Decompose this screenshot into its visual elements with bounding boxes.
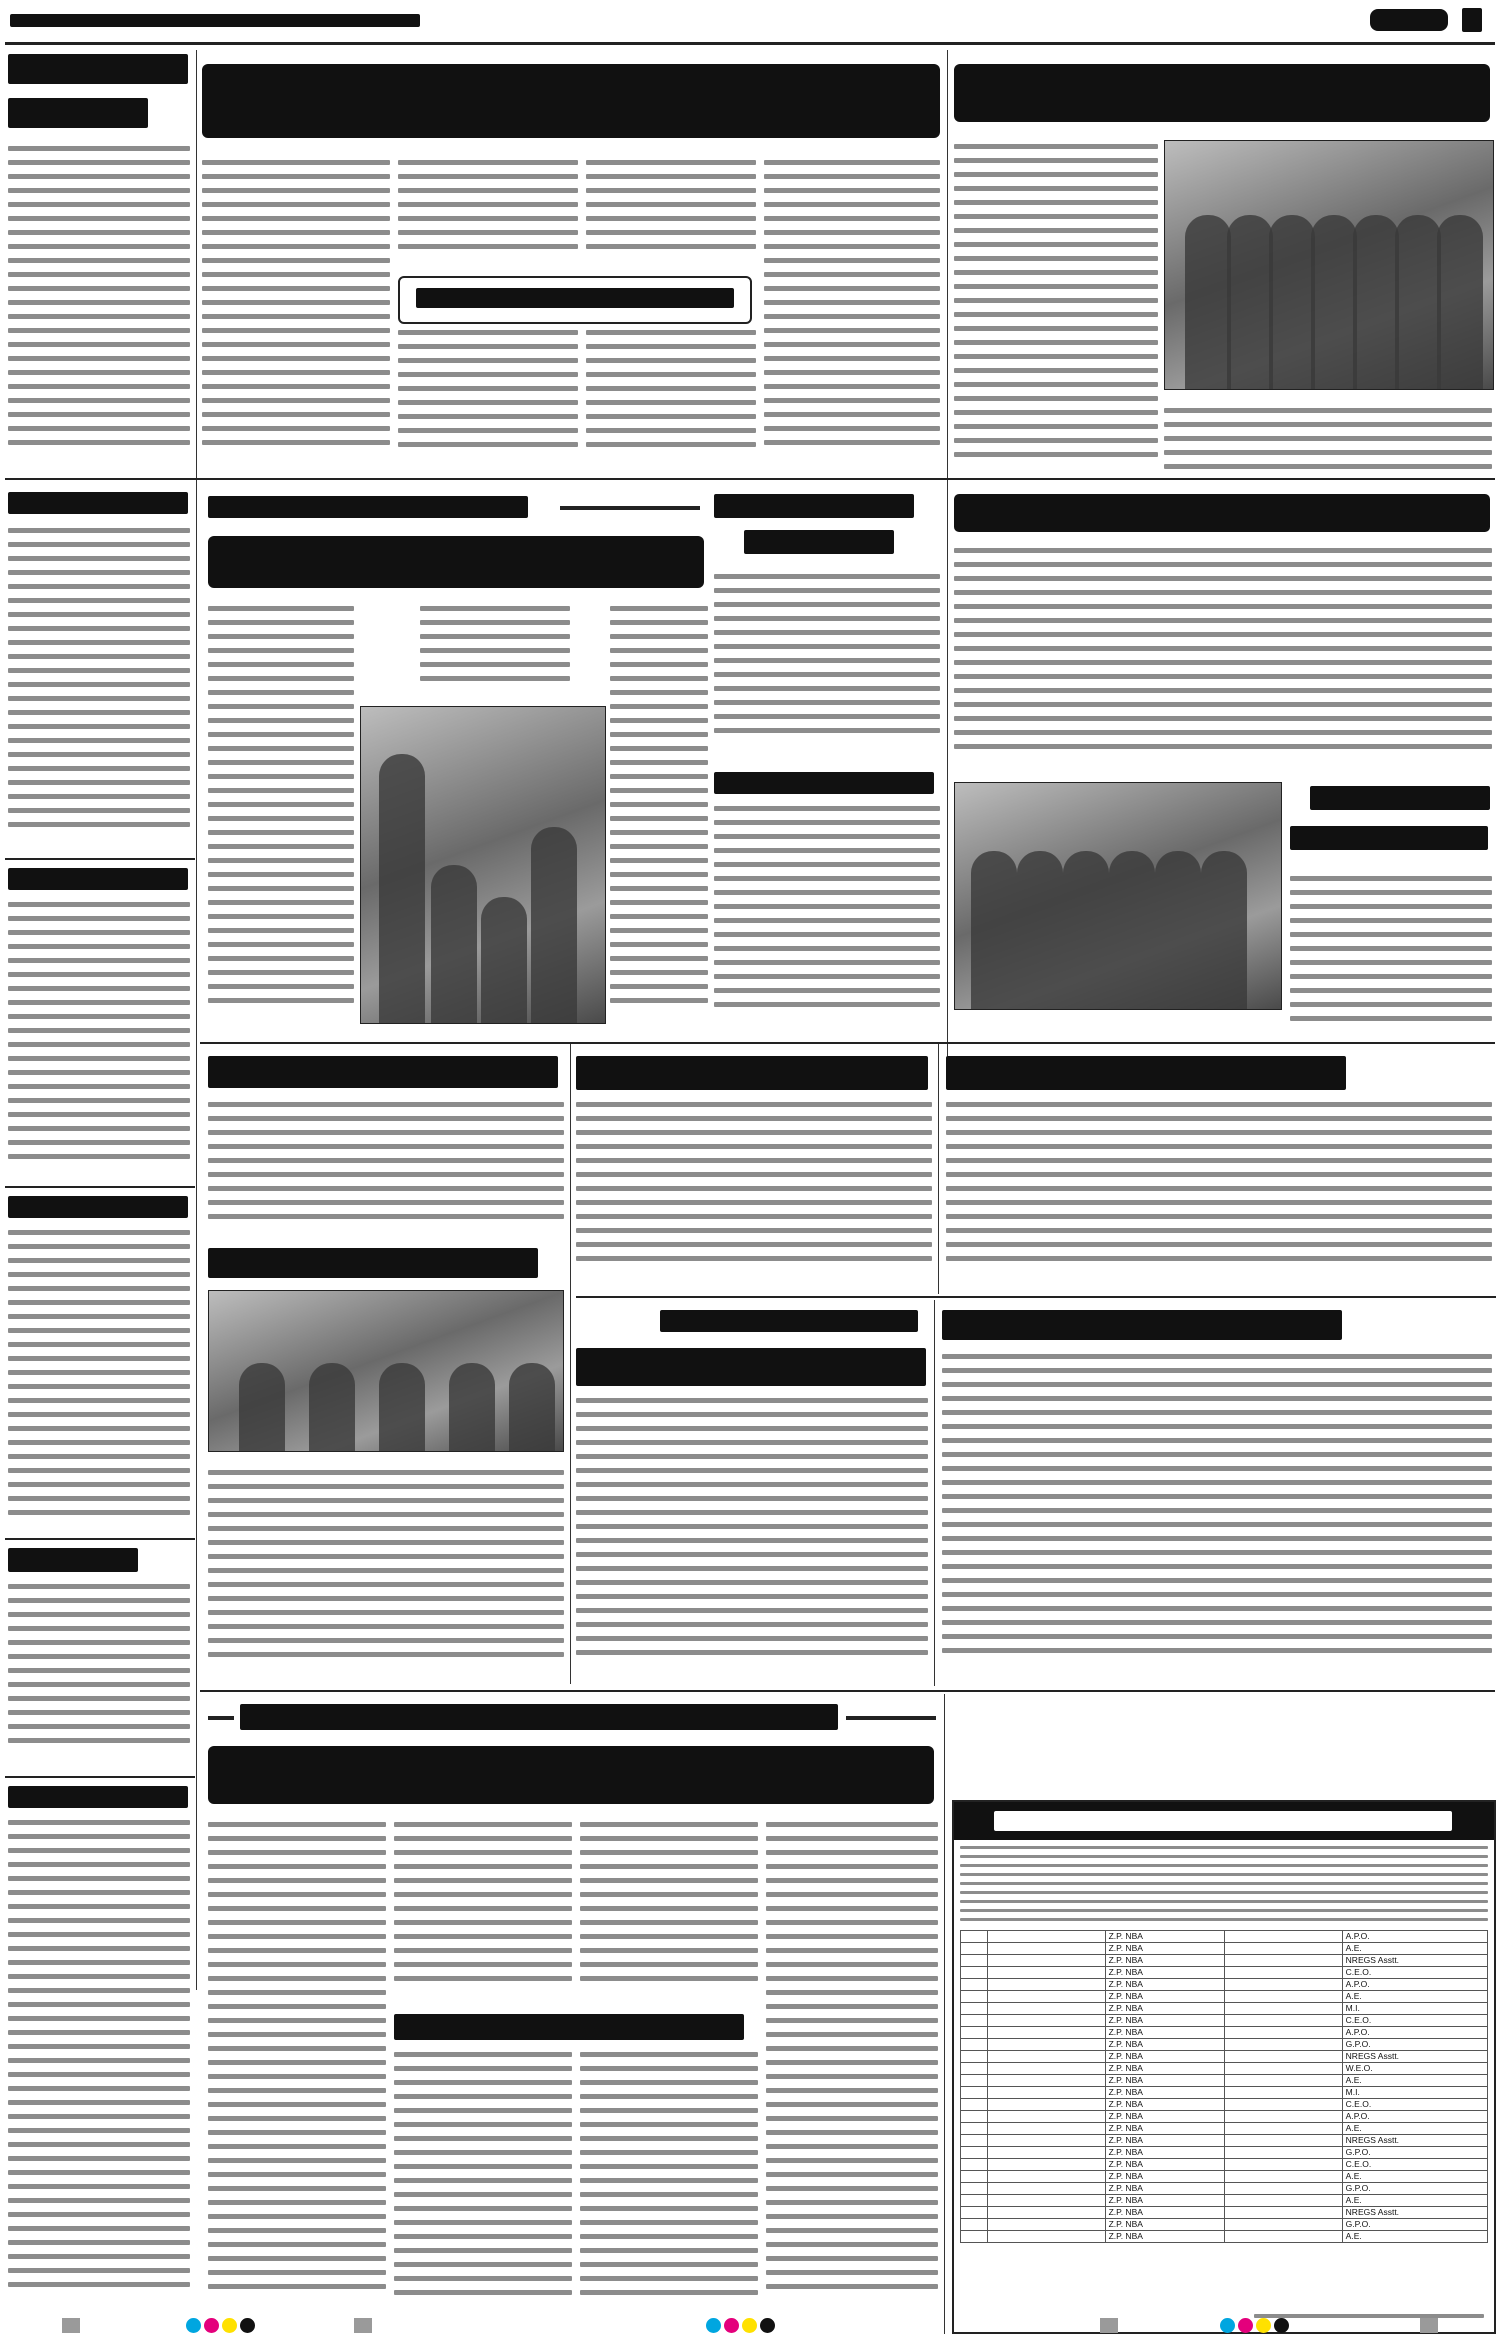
tender-row (961, 2027, 1488, 2039)
section-rule (200, 1690, 1495, 1692)
tender-row (961, 2051, 1488, 2063)
tender-cell-place (988, 1967, 1105, 1979)
column-rule (196, 50, 197, 1990)
tender-cell-designation: Z.P. NBA (1105, 2219, 1225, 2231)
tender-cell-serial (961, 2195, 988, 2207)
tender-cell-serial (961, 2087, 988, 2099)
registration-mark-black (240, 2318, 255, 2333)
lead-article-col2 (398, 160, 578, 270)
tender-cell-post: C.E.O. (1342, 1967, 1487, 1979)
farmer-suicide-article-col1 (208, 606, 354, 1030)
section-rule (5, 858, 195, 860)
tender-cell-place (988, 2027, 1105, 2039)
registration-mark-magenta (724, 2318, 739, 2333)
section-rule (5, 1776, 195, 1778)
tender-cell-serial (961, 2075, 988, 2087)
tender-cell-status (1225, 2015, 1342, 2027)
tender-cell-place (988, 2075, 1105, 2087)
tender-cell-post: G.P.O. (1342, 2183, 1487, 2195)
tender-cell-status (1225, 2219, 1342, 2231)
tender-cell-serial (961, 2207, 988, 2219)
section-rule (5, 1538, 195, 1540)
rti-medical-article (576, 1102, 932, 1290)
tender-cell-serial (961, 2135, 988, 2147)
tender-cell-serial (961, 2171, 988, 2183)
tender-cell-place (988, 2099, 1105, 2111)
tender-row (961, 1979, 1488, 1991)
tender-cell-status (1225, 2063, 1342, 2075)
tender-cell-post: A.P.O. (1342, 2027, 1487, 2039)
tender-cell-serial (961, 2111, 988, 2123)
footer-grey-mark (1420, 2318, 1438, 2333)
footer-grey-mark (354, 2318, 372, 2333)
tender-cell-place (988, 2111, 1105, 2123)
tender-cell-status (1225, 2111, 1342, 2123)
tender-cell-status (1225, 2051, 1342, 2063)
lead-article-col2b (398, 330, 578, 462)
ncc-rally-photo (208, 1290, 564, 1452)
registration-mark-yellow (1256, 2318, 1271, 2333)
tender-cell-designation: Z.P. NBA (1105, 1943, 1225, 1955)
gopalpur-headline (8, 488, 190, 518)
tender-cell-designation: Z.P. NBA (1105, 2111, 1225, 2123)
tender-cell-place (988, 2195, 1105, 2207)
tender-cell-status (1225, 2159, 1342, 2171)
tender-cell-post: A.E. (1342, 2075, 1487, 2087)
tender-cell-status (1225, 2231, 1342, 2243)
tender-cell-post: C.E.O. (1342, 2099, 1487, 2111)
tender-cell-post: C.E.O. (1342, 2159, 1487, 2171)
tender-cell-serial (961, 2039, 988, 2051)
lead-article-col1 (202, 160, 390, 462)
forest-staff-black-badge-subhead (1290, 782, 1492, 864)
old-man-injured-accident-headline (714, 768, 940, 798)
lead-article-col4 (764, 160, 940, 462)
tender-cell-post: A.E. (1342, 2123, 1487, 2135)
newspaper-logo-icon (1370, 5, 1448, 35)
registration-mark-black (1274, 2318, 1289, 2333)
farmer-family-photo (360, 706, 606, 1024)
tender-cell-post: A.E. (1342, 2195, 1487, 2207)
tender-cell-post: M.I. (1342, 2087, 1487, 2099)
tender-cell-place (988, 2183, 1105, 2195)
tender-row (961, 2015, 1488, 2027)
dateline (10, 8, 420, 34)
tender-cell-designation: Z.P. NBA (1105, 2159, 1225, 2171)
tender-row (961, 2159, 1488, 2171)
tender-row (961, 2231, 1488, 2243)
tender-row (961, 2207, 1488, 2219)
tender-cell-serial (961, 2231, 988, 2243)
tender-cell-status (1225, 2147, 1342, 2159)
registration-mark-cyan (706, 2318, 721, 2333)
tender-cell-place (988, 1931, 1105, 1943)
tender-cell-designation: Z.P. NBA (1105, 2027, 1225, 2039)
tender-cell-post: M.I. (1342, 2003, 1487, 2015)
rajiv-gandhi-khel-abhiyan-article (942, 1354, 1492, 1682)
column-rule (934, 1300, 935, 1686)
tender-cell-status (1225, 2123, 1342, 2135)
odisha-new-employee-headline (8, 1782, 190, 1812)
ncc-day-celebrated-headline (208, 1244, 564, 1284)
tender-cell-place (988, 2039, 1105, 2051)
tender-cell-designation: Z.P. NBA (1105, 2123, 1225, 2135)
footer-grey-mark (62, 2318, 80, 2333)
tender-cell-designation: Z.P. NBA (1105, 2135, 1225, 2147)
tender-cell-serial (961, 1955, 988, 1967)
farmers-demand-article-col3b (580, 2052, 758, 2330)
farmers-demand-article-col1 (208, 1822, 386, 2330)
tender-row (961, 2063, 1488, 2075)
dharna-before-rdc-office-headline (576, 1344, 928, 1390)
tender-cell-designation: Z.P. NBA (1105, 2147, 1225, 2159)
farmer-suicide-kicker (208, 490, 558, 524)
tender-row (961, 1991, 1488, 2003)
liquor-seized-headline (8, 1544, 190, 1576)
tender-cell-place (988, 2051, 1105, 2063)
registration-mark-yellow (742, 2318, 757, 2333)
lead-article-col3 (586, 160, 756, 270)
tender-row (961, 2003, 1488, 2015)
tender-cell-designation: Z.P. NBA (1105, 2099, 1225, 2111)
tender-cell-place (988, 2135, 1105, 2147)
forest-staff-protest-photo (954, 782, 1282, 1010)
congress-delegation-meets-family-headline (208, 530, 708, 596)
tender-cell-designation: Z.P. NBA (1105, 2207, 1225, 2219)
tender-cell-serial (961, 2051, 988, 2063)
tender-cell-serial (961, 1991, 988, 2003)
district-camp-article (208, 1102, 564, 1232)
tender-row (961, 2219, 1488, 2231)
tender-cell-designation: Z.P. NBA (1105, 2063, 1225, 2075)
farmers-demand-article-col4 (766, 1822, 938, 2330)
tender-cell-status (1225, 1943, 1342, 1955)
kicker-rule (560, 506, 700, 510)
forest-staff-black-badge-article (954, 144, 1158, 474)
tender-cell-status (1225, 2027, 1342, 2039)
tender-cell-place (988, 2147, 1105, 2159)
tender-cell-designation: Z.P. NBA (1105, 2195, 1225, 2207)
tender-cell-designation: Z.P. NBA (1105, 1955, 1225, 1967)
tender-cell-serial (961, 2003, 988, 2015)
forest-staff-black-badge-subarticle (1290, 876, 1492, 1034)
tender-cell-place (988, 2015, 1105, 2027)
ryot-mahasabha-meeting-kicker (660, 1306, 920, 1336)
tender-row (961, 2171, 1488, 2183)
section-rule (200, 1042, 1495, 1044)
tender-cell-post: A.P.O. (1342, 2111, 1487, 2123)
tender-row (961, 2135, 1488, 2147)
section-rule (5, 1186, 195, 1188)
tender-cell-post: W.E.O. (1342, 2063, 1487, 2075)
masthead-rule (5, 42, 1495, 45)
tender-cell-post: A.E. (1342, 2231, 1487, 2243)
forest-staff-office-photo (1164, 140, 1494, 390)
tender-cell-status (1225, 2183, 1342, 2195)
tender-row (961, 2087, 1488, 2099)
tender-cell-post: G.P.O. (1342, 2219, 1487, 2231)
tender-cell-status (1225, 2207, 1342, 2219)
district-level-camp-competition-headline (208, 1052, 564, 1094)
tender-cell-status (1225, 1931, 1342, 1943)
forest-staff-black-badge-headline (954, 56, 1492, 136)
congress-party-press-meet-subhead (394, 2010, 750, 2044)
footer-grey-mark (1100, 2318, 1118, 2333)
tender-cell-designation: Z.P. NBA (1105, 2039, 1225, 2051)
tender-cell-status (1225, 1967, 1342, 1979)
column-rule (938, 1044, 939, 1294)
tender-cell-post: NREGS Asstt. (1342, 2135, 1487, 2147)
jeevan-bindu-programme-headline (8, 1192, 190, 1222)
bear-attack-article (714, 574, 940, 754)
tender-cell-status (1225, 2039, 1342, 2051)
tender-cell-place (988, 2219, 1105, 2231)
tender-cell-place (988, 2003, 1105, 2015)
tender-row (961, 2039, 1488, 2051)
old-man-injured-accident-article (714, 806, 940, 1034)
registration-mark-magenta (204, 2318, 219, 2333)
tender-cell-place (988, 1943, 1105, 1955)
protest-against-tahasildar-kicker (240, 1700, 840, 1734)
kicker-rule (846, 1716, 936, 1720)
tender-cell-designation: Z.P. NBA (1105, 2051, 1225, 2063)
farmers-demand-3100-per-quintal-headline (208, 1740, 938, 1812)
tender-cell-post: C.E.O. (1342, 2015, 1487, 2027)
tender-cell-status (1225, 1979, 1342, 1991)
tender-cell-place (988, 2171, 1105, 2183)
tender-cell-serial (961, 2015, 988, 2027)
tender-cell-serial (961, 2099, 988, 2111)
kicker-rule (208, 1716, 234, 1720)
tender-cell-designation: Z.P. NBA (1105, 1931, 1225, 1943)
column-rule (944, 1694, 945, 2334)
registration-mark-black (760, 2318, 775, 2333)
farmer-suicide-article-col3 (610, 606, 708, 1036)
tender-cell-post: A.P.O. (1342, 1931, 1487, 1943)
rajiv-gandhi-khel-abhiyan-headline (942, 1306, 1492, 1346)
tender-cell-serial (961, 2147, 988, 2159)
ncc-day-article (208, 1470, 564, 1680)
column-rule (947, 50, 948, 1070)
tender-cell-status (1225, 2003, 1342, 2015)
tender-cell-post: A.E. (1342, 1991, 1487, 2003)
liquor-seized-article (8, 1584, 190, 1764)
tractor-accident-article (8, 146, 190, 456)
rti-medical-authority-headline (576, 1052, 932, 1094)
tender-cell-place (988, 2159, 1105, 2171)
odisha-new-employee-article (8, 1820, 190, 2340)
tender-cell-post: NREGS Asstt. (1342, 2051, 1487, 2063)
tender-cell-serial (961, 2159, 988, 2171)
tender-cell-post: NREGS Asstt. (1342, 1955, 1487, 1967)
lead-headline-jewellery-recovered-accused-not-caught (202, 56, 942, 152)
column-rule (570, 1044, 571, 1684)
transport-fare-headline (8, 864, 190, 894)
farmers-demand-article-col2 (394, 1822, 572, 2002)
tender-cell-status (1225, 2135, 1342, 2147)
tender-row (961, 1955, 1488, 1967)
bear-attack-headline (714, 490, 940, 566)
contract-teachers-article (946, 1102, 1492, 1290)
tender-row (961, 1931, 1488, 1943)
tender-cell-serial (961, 1943, 988, 1955)
balipadar-robbery-case-subhead (398, 276, 752, 324)
farmer-suicide-article-col2 (420, 606, 570, 696)
tender-cell-designation: Z.P. NBA (1105, 2087, 1225, 2099)
tender-cell-status (1225, 1991, 1342, 2003)
ryot-mahasabha-article (576, 1398, 928, 1682)
tender-row (961, 2099, 1488, 2111)
gopalpur-article (8, 528, 190, 846)
tender-row (961, 1967, 1488, 1979)
tender-cell-serial (961, 2063, 988, 2075)
tender-cell-status (1225, 2099, 1342, 2111)
tender-cell-place (988, 1991, 1105, 2003)
tender-cell-place (988, 2207, 1105, 2219)
lead-article-col3b (586, 330, 756, 462)
tender-row (961, 2111, 1488, 2123)
jeevan-bindu-programme-article (8, 1230, 190, 1530)
tender-cell-status (1225, 1955, 1342, 1967)
tender-cell-designation: Z.P. NBA (1105, 2183, 1225, 2195)
forest-staff-black-badge-article-b (1164, 408, 1492, 474)
tender-cell-status (1225, 2087, 1342, 2099)
farmers-demand-article-col2b (394, 2052, 572, 2330)
tender-cell-place (988, 2123, 1105, 2135)
tender-cell-serial (961, 2027, 988, 2039)
tender-cell-place (988, 2087, 1105, 2099)
forest-staff-dharna-headline (954, 490, 1492, 538)
panchayat-samiti-notice-header (954, 1802, 1494, 1840)
tender-cell-status (1225, 2075, 1342, 2087)
tender-row (961, 2075, 1488, 2087)
tender-cell-status (1225, 2195, 1342, 2207)
page-number (1462, 6, 1490, 34)
tender-cell-post: G.P.O. (1342, 2147, 1487, 2159)
tender-cell-serial (961, 2123, 988, 2135)
tender-row (961, 2147, 1488, 2159)
tender-cell-place (988, 2231, 1105, 2243)
tender-cell-place (988, 2063, 1105, 2075)
tender-cell-place (988, 1955, 1105, 1967)
tender-cell-designation: Z.P. NBA (1105, 1991, 1225, 2003)
tender-cell-post: A.E. (1342, 2171, 1487, 2183)
panchayat-samiti-notice-box (952, 1800, 1496, 2334)
tractor-accident-headline (8, 54, 190, 140)
panchayat-samiti-tender-table (960, 1930, 1488, 2243)
tender-cell-post: NREGS Asstt. (1342, 2207, 1487, 2219)
tender-cell-post: G.P.O. (1342, 2039, 1487, 2051)
tender-cell-serial (961, 1967, 988, 1979)
tender-cell-designation: Z.P. NBA (1105, 1979, 1225, 1991)
tender-cell-designation: Z.P. NBA (1105, 2171, 1225, 2183)
tender-cell-post: A.P.O. (1342, 1979, 1487, 1991)
tender-cell-serial (961, 1979, 988, 1991)
registration-mark-cyan (186, 2318, 201, 2333)
registration-mark-magenta (1238, 2318, 1253, 2333)
tender-cell-serial (961, 2219, 988, 2231)
tender-row (961, 2195, 1488, 2207)
tender-cell-designation: Z.P. NBA (1105, 2231, 1225, 2243)
tender-row (961, 1943, 1488, 1955)
forest-staff-dharna-article (954, 548, 1492, 770)
tender-cell-serial (961, 2183, 988, 2195)
tender-cell-designation: Z.P. NBA (1105, 2015, 1225, 2027)
registration-mark-yellow (222, 2318, 237, 2333)
contract-teachers-headline (946, 1052, 1492, 1094)
tender-cell-place (988, 1979, 1105, 1991)
transport-fare-article (8, 902, 190, 1172)
tender-cell-designation: Z.P. NBA (1105, 2075, 1225, 2087)
section-rule (5, 478, 1495, 480)
tender-cell-status (1225, 2171, 1342, 2183)
tender-cell-serial (961, 1931, 988, 1943)
farmers-demand-article-col3 (580, 1822, 758, 2002)
tender-cell-designation: Z.P. NBA (1105, 1967, 1225, 1979)
registration-mark-cyan (1220, 2318, 1235, 2333)
tender-cell-post: A.E. (1342, 1943, 1487, 1955)
section-rule (576, 1296, 1496, 1298)
tender-row (961, 2123, 1488, 2135)
panchayat-samiti-notice-text (960, 1846, 1488, 1926)
tender-cell-designation: Z.P. NBA (1105, 2003, 1225, 2015)
tender-row (961, 2183, 1488, 2195)
